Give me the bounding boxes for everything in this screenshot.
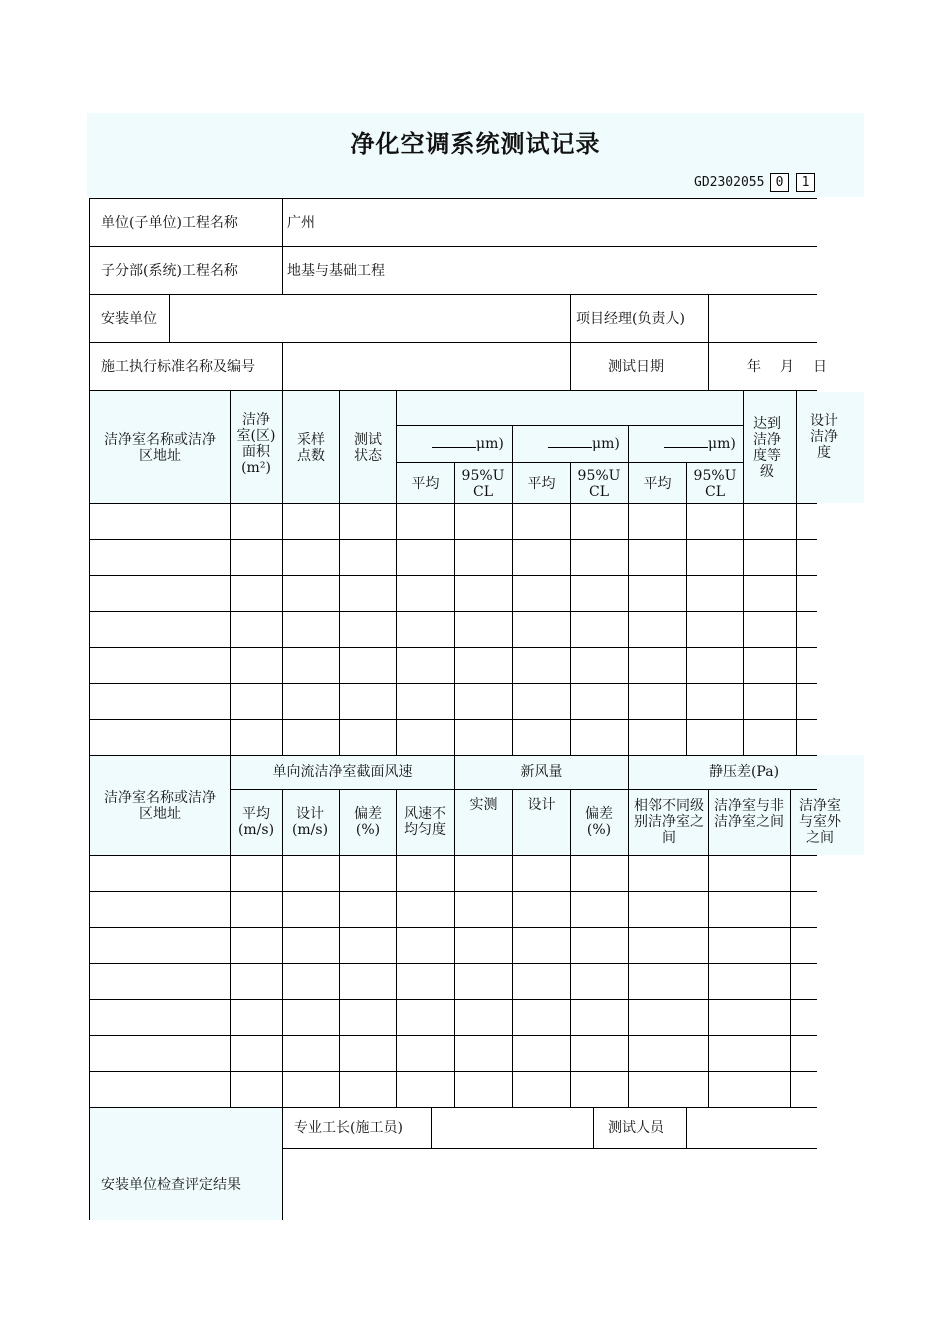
- t1-grade-header: 达到洁净度等级: [753, 416, 781, 480]
- t2-airspeed-group: 单向流洁净室截面风速: [272, 764, 413, 780]
- manager-field[interactable]: [710, 296, 816, 341]
- t2-dev-pct: 偏差(%): [354, 806, 382, 838]
- t2-freshair-group: 新风量: [520, 764, 563, 780]
- t1-avg-2: 平均: [527, 476, 556, 492]
- t1-points-header: 采样点数: [297, 432, 325, 464]
- tester-label: 测试人员: [608, 1120, 664, 1136]
- standard-label: 施工执行标准名称及编号: [101, 359, 255, 375]
- t1-avg-1: 平均: [411, 476, 440, 492]
- t2-clean-nonclean: 洁净室与非洁净室之间: [714, 798, 784, 830]
- t2-avg-ms: 平均(m/s): [237, 806, 275, 838]
- subsection-value[interactable]: 地基与基础工程: [287, 263, 385, 279]
- t2-design: 设计: [527, 797, 556, 813]
- t1-extra-header: 设计洁净度: [810, 413, 838, 461]
- t2-clean-outdoor: 洁净室与室外之间: [799, 798, 841, 846]
- t1-size-2[interactable]: μm): [548, 434, 620, 452]
- t1-area-header: 洁净室(区)面积(m²): [236, 412, 276, 476]
- form-code-box-1[interactable]: 0: [770, 173, 789, 192]
- page-title: 净化空调系统测试记录: [350, 130, 601, 158]
- t1-room-header: 洁净室名称或洁净区地址: [104, 432, 216, 464]
- manager-label: 项目经理(负责人): [576, 311, 685, 327]
- date-day: 日: [813, 359, 827, 375]
- form-code-box-2[interactable]: 1: [796, 173, 815, 192]
- unit-project-value[interactable]: 广州: [287, 215, 315, 231]
- t2-dev-pct-2: 偏差(%): [585, 806, 613, 838]
- t2-uniformity: 风速不均匀度: [404, 806, 446, 838]
- subsection-label: 子分部(系统)工程名称: [101, 263, 238, 279]
- footer-band: [89, 1107, 282, 1220]
- t2-pressure-group: 静压差(Pa): [708, 764, 780, 780]
- foreman-label: 专业工长(施工员): [294, 1120, 403, 1136]
- date-month: 月: [780, 359, 794, 375]
- tester-field[interactable]: [688, 1109, 816, 1147]
- t2-room-header: 洁净室名称或洁净区地址: [104, 790, 216, 822]
- form-code: GD2302055: [694, 175, 765, 190]
- t1-ucl-1: 95%UCL: [461, 468, 505, 500]
- test-date-label: 测试日期: [608, 359, 664, 375]
- result-label: 安装单位检查评定结果: [101, 1177, 241, 1193]
- t2-adjacent: 相邻不同级别洁净室之间: [634, 798, 704, 846]
- t1-ucl-2: 95%UCL: [577, 468, 621, 500]
- result-field[interactable]: [284, 1150, 816, 1220]
- unit-project-label: 单位(子单位)工程名称: [101, 215, 238, 231]
- t2-measured: 实测: [469, 797, 498, 813]
- install-unit-field[interactable]: [171, 296, 569, 341]
- standard-field[interactable]: [284, 344, 569, 389]
- t2-design-ms: 设计(m/s): [291, 806, 329, 838]
- install-unit-label: 安装单位: [101, 311, 157, 327]
- date-year: 年: [747, 359, 761, 375]
- t1-avg-3: 平均: [643, 476, 672, 492]
- t1-state-header: 测试状态: [354, 432, 382, 464]
- t1-ucl-3: 95%UCL: [693, 468, 737, 500]
- t1-size-1[interactable]: μm): [432, 434, 504, 452]
- foreman-field[interactable]: [433, 1109, 592, 1147]
- t1-size-3[interactable]: μm): [664, 434, 736, 452]
